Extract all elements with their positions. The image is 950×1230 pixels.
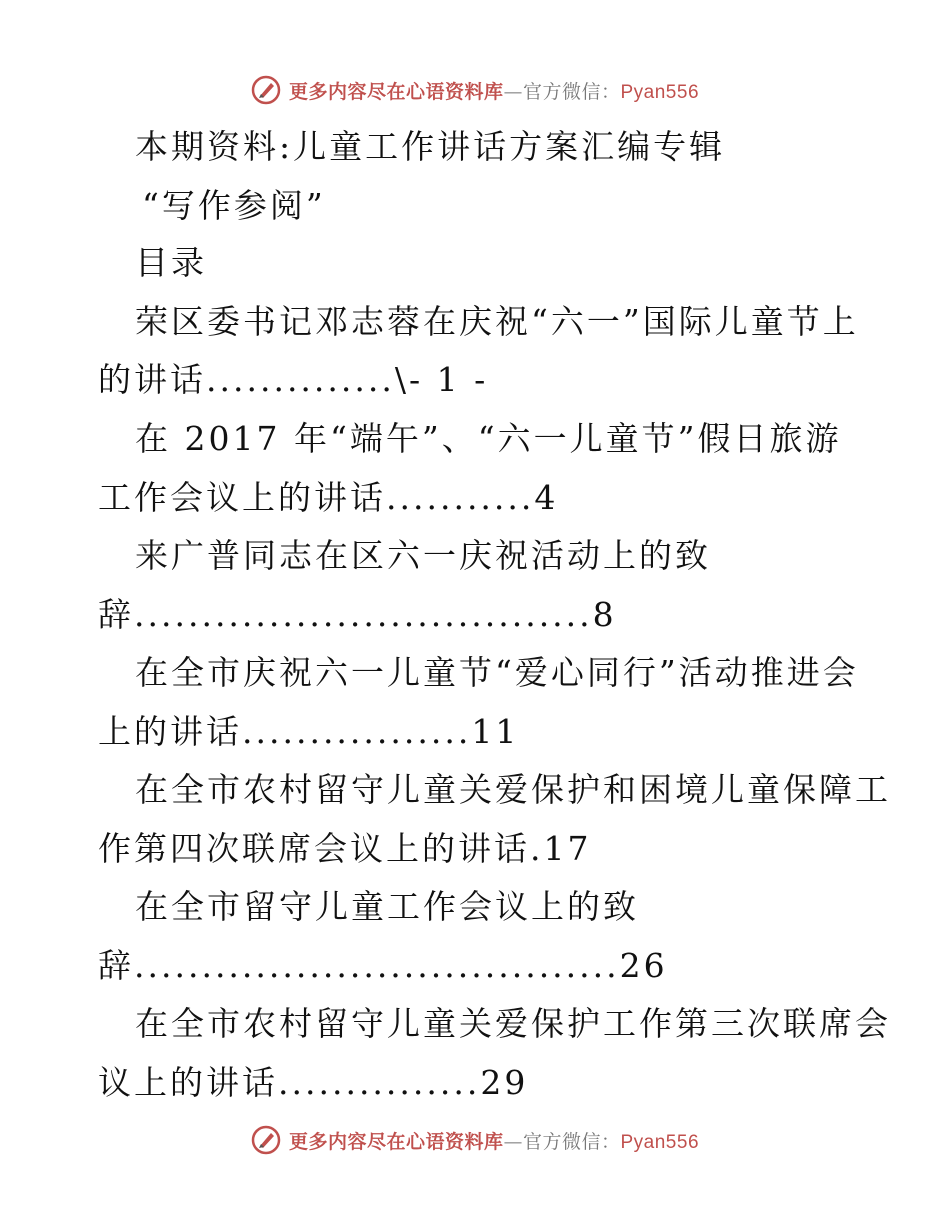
banner-site-text: 更多内容尽在心语资料库 [288, 80, 504, 103]
toc-heading: 目录 [135, 243, 207, 282]
toc-entry-line1: 在全市农村留守儿童关爱保护和困境儿童保障工 [135, 770, 891, 809]
document-title: 本期资料:儿童工作讲话方案汇编专辑 [135, 127, 726, 166]
toc-entry-line2: 工作会议上的讲话...........4 [98, 478, 559, 517]
banner-wechat-id: Pyan556 [620, 1131, 700, 1153]
toc-entry-line1: 在 2017 年“端午”、“六一儿童节”假日旅游 [135, 419, 842, 458]
banner-text [289, 77, 699, 104]
toc-entry-line1: 在全市留守儿童工作会议上的致 [135, 887, 639, 926]
banner-separator: — [503, 1130, 523, 1153]
toc-entry-line2: 上的讲话.................11 [98, 712, 520, 751]
banner-text [289, 1127, 699, 1154]
toc-entry-line2: 辞....................................26 [98, 946, 668, 985]
banner-wechat-label: 官方微信： [522, 80, 621, 103]
quill-pen-icon [251, 75, 281, 105]
banner-site-text: 更多内容尽在心语资料库 [288, 1130, 504, 1153]
toc-entry-line1: 在全市农村留守儿童关爱保护工作第三次联席会 [135, 1004, 891, 1043]
toc-entry-line1: 在全市庆祝六一儿童节“爱心同行”活动推进会 [135, 653, 859, 692]
toc-entry-line2: 议上的讲话...............29 [98, 1063, 529, 1102]
footer-banner [0, 1120, 950, 1160]
document-subtitle: “写作参阅” [142, 186, 326, 225]
toc-entry-line2: 作第四次联席会议上的讲话.17 [98, 829, 592, 868]
toc-entry-line1: 荣区委书记邓志蓉在庆祝“六一”国际儿童节上 [135, 302, 859, 341]
toc-entry-line2: 的讲话..............\- 1 - [98, 360, 489, 399]
quill-pen-icon [251, 1125, 281, 1155]
header-banner [0, 70, 950, 110]
toc-entry-line1: 来广普同志在区六一庆祝活动上的致 [135, 536, 711, 575]
banner-separator: — [503, 80, 523, 103]
banner-wechat-label: 官方微信： [522, 1130, 621, 1153]
toc-entry-line2: 辞..................................8 [98, 595, 617, 634]
banner-wechat-id: Pyan556 [620, 81, 700, 103]
